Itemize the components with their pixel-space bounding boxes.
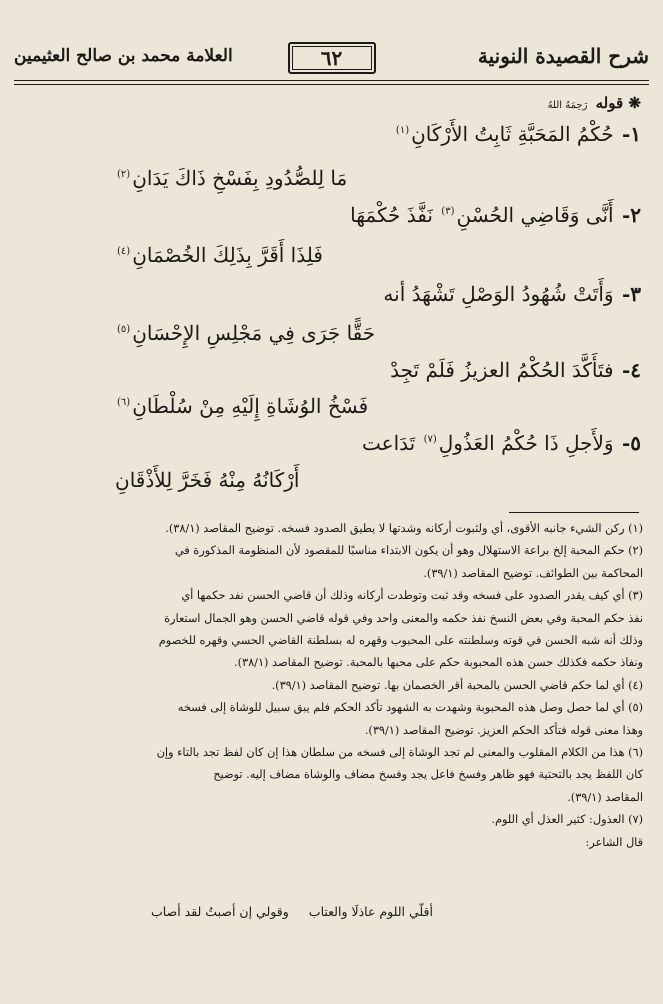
footnote-ref: (٤) [117,246,131,258]
verse-2-second-hemistich [115,243,323,267]
footnote-line: (٥) أي لما حصل وصل هذه المحبوبة وشهدت به الشهود تأكد الحكم فلم يبق سبيل للوشاة إلى فسخه [177,701,643,715]
hemistich-text: مَا لِلصُّدُودِ بِفَسْخِ ذَاكَ يَدَانِ [132,166,348,190]
hemistich-text: فتَأَكَّدَ الحُكْمُ العزيزُ فَلَمْ تَجِدْ [390,358,614,382]
verse-number: ٤- [621,358,641,382]
verse-4-first-hemistich [390,358,641,382]
poem-second-hemistich: وقولي إن أصبتُ لقد أصاب [151,904,289,919]
footnote-line: وهذا معنى قوله فتأكد الحكم العزيز. توضيح المقاصد (٣٩/١). [364,723,643,737]
footnote-ref: (٢) [117,169,131,181]
footnote-line: المقاصد (٣٩/١). [567,790,643,804]
section-intro [545,94,641,112]
footnote-separator [509,512,639,513]
footnote-line: ونفاذ حكمه فكذلك حسن هذه المحبوبة حكم على محبها بالمحبة. توضيح المقاصد (٣٨/١). [234,656,643,670]
verse-number: ١- [621,122,641,146]
footnote-line: (٧) العذول: كثير العذل أي اللوم. [491,813,643,827]
verse-1-second-hemistich [115,166,347,190]
hemistich-text-rest: تَدَاعت [362,431,416,455]
footnote-line: (١) ركن الشيء جانبه الأقوى، أي ولثبوت أركانه وشدتها لا يطيق الصدود فسخه. توضيح المقاصد (٣٨/١). [165,522,643,535]
page-number: ٦٢ [288,42,376,74]
footnote-line: وذلك أنه شبه الحسن في قوته وسلطنته على المحبوب وقهره له بسلطنة القاضي الحسي وقهره للخصوم [158,634,643,648]
footnote-line: (٤) أي لما حكم قاضي الحسن بالمحبة أقر الخصمان بها. توضيح المقاصد (٣٩/١). [271,678,643,692]
header-rule [14,80,649,81]
verse-1-first-hemistich [394,122,641,146]
verse-number: ٥- [621,431,641,455]
footnote-line: (٦) هذا من الكلام المقلوب والمعنى لم تجد الوشاة إلى فسخه من سلطان هذا إن كان لفظ تجد بالتاء وإن [156,746,643,760]
footnote-line: (٢) حكم المحبة إلخ براعة الاستهلال وهو أن يكون الابتداء مناسبًا للمقصود لأن المنظومة المذكورة في [174,544,643,558]
author-name: العلامة محمد بن صالح العثيمين [14,46,233,66]
verse-4-second-hemistich [115,394,368,418]
hemistich-text: حُكْمُ المَحَبَّةِ ثَابِتُ الأَرْكَانِ [411,122,614,146]
verse-2-first-hemistich [350,203,641,227]
footnote-ref: (١) [395,125,410,137]
hemistich-text: وَلأَجلِ ذَا حُكْمُ العَذُولِ [438,431,614,455]
footnote-ref: (٦) [117,397,131,409]
hemistich-text: أَنَّى وَقَاضِي الحُسْنِ [456,203,614,227]
poem-first-hemistich: أقلّي اللوم عاذلَا والعتاب [308,904,433,919]
footnote-line: كان اللفظ يجد بالتحتية فهو ظاهر وفسخ فاعل يجد وفسخ مضاف والوشاة مضاف إليه. توضيح [213,768,643,782]
star-ornament-icon: ❋ [628,94,641,112]
verse-5-second-hemistich [115,468,299,492]
verse-3-second-hemistich [115,321,375,345]
verse-number: ٢- [621,203,641,227]
footnote-line: (٣) أي كيف يقدر الصدود على فسخه وقد ثبت وتوطدت أركانه وذلك أن قاضي الحسن نفد حكمها أي [181,589,643,603]
verse-3-first-hemistich [383,282,641,306]
book-title: شرح القصيدة النونية [477,44,649,68]
hemistich-text: فَلِذَا أَقَرَّ بِذَلِكَ الخُصْمَانِ [132,243,323,267]
hemistich-text-rest: نَفَّذَ حُكْمَهَا [350,203,433,227]
footnote-line: نفذ حكم المحبة وفي بعض النسخ نفذ حكمه والمعنى واحد وفي قوله قاضي الحسن وهو الجمال استعارة [164,611,643,625]
verse-5-first-hemistich [362,431,641,455]
honorific: رَحِمَهُ اللهُ [547,100,588,111]
footnote-line: المحاكمة بين الطوائف. توضيح المقاصد (٣٩/١). [423,566,643,580]
intro-label: قوله [595,94,624,112]
header-rule-thin [14,84,649,85]
page-header [14,38,649,78]
hemistich-text: حَقًّا جَرَى فِي مَجْلِسِ الإِحْسَانِ [132,321,376,345]
footnote-ref: (٣) [441,206,455,218]
footnotes [16,518,643,854]
verse-number: ٣- [621,282,641,306]
footnote-ref: (٥) [117,324,131,336]
hemistich-text: أَرْكَانُهُ مِنْهُ فَخَرَّ لِلأَذْقَانِ [115,468,300,492]
hemistich-text: فَسْخُ الوُشَاةِ إِلَيْهِ مِنْ سُلْطَانِ [132,394,369,418]
footnote-line: قال الشاعر: [585,835,643,849]
footnote-ref: (٧) [423,434,437,446]
hemistich-text: وَأَتَتْ شُهُودُ الوَصْلِ تَشْهَدُ أنه [383,282,614,306]
